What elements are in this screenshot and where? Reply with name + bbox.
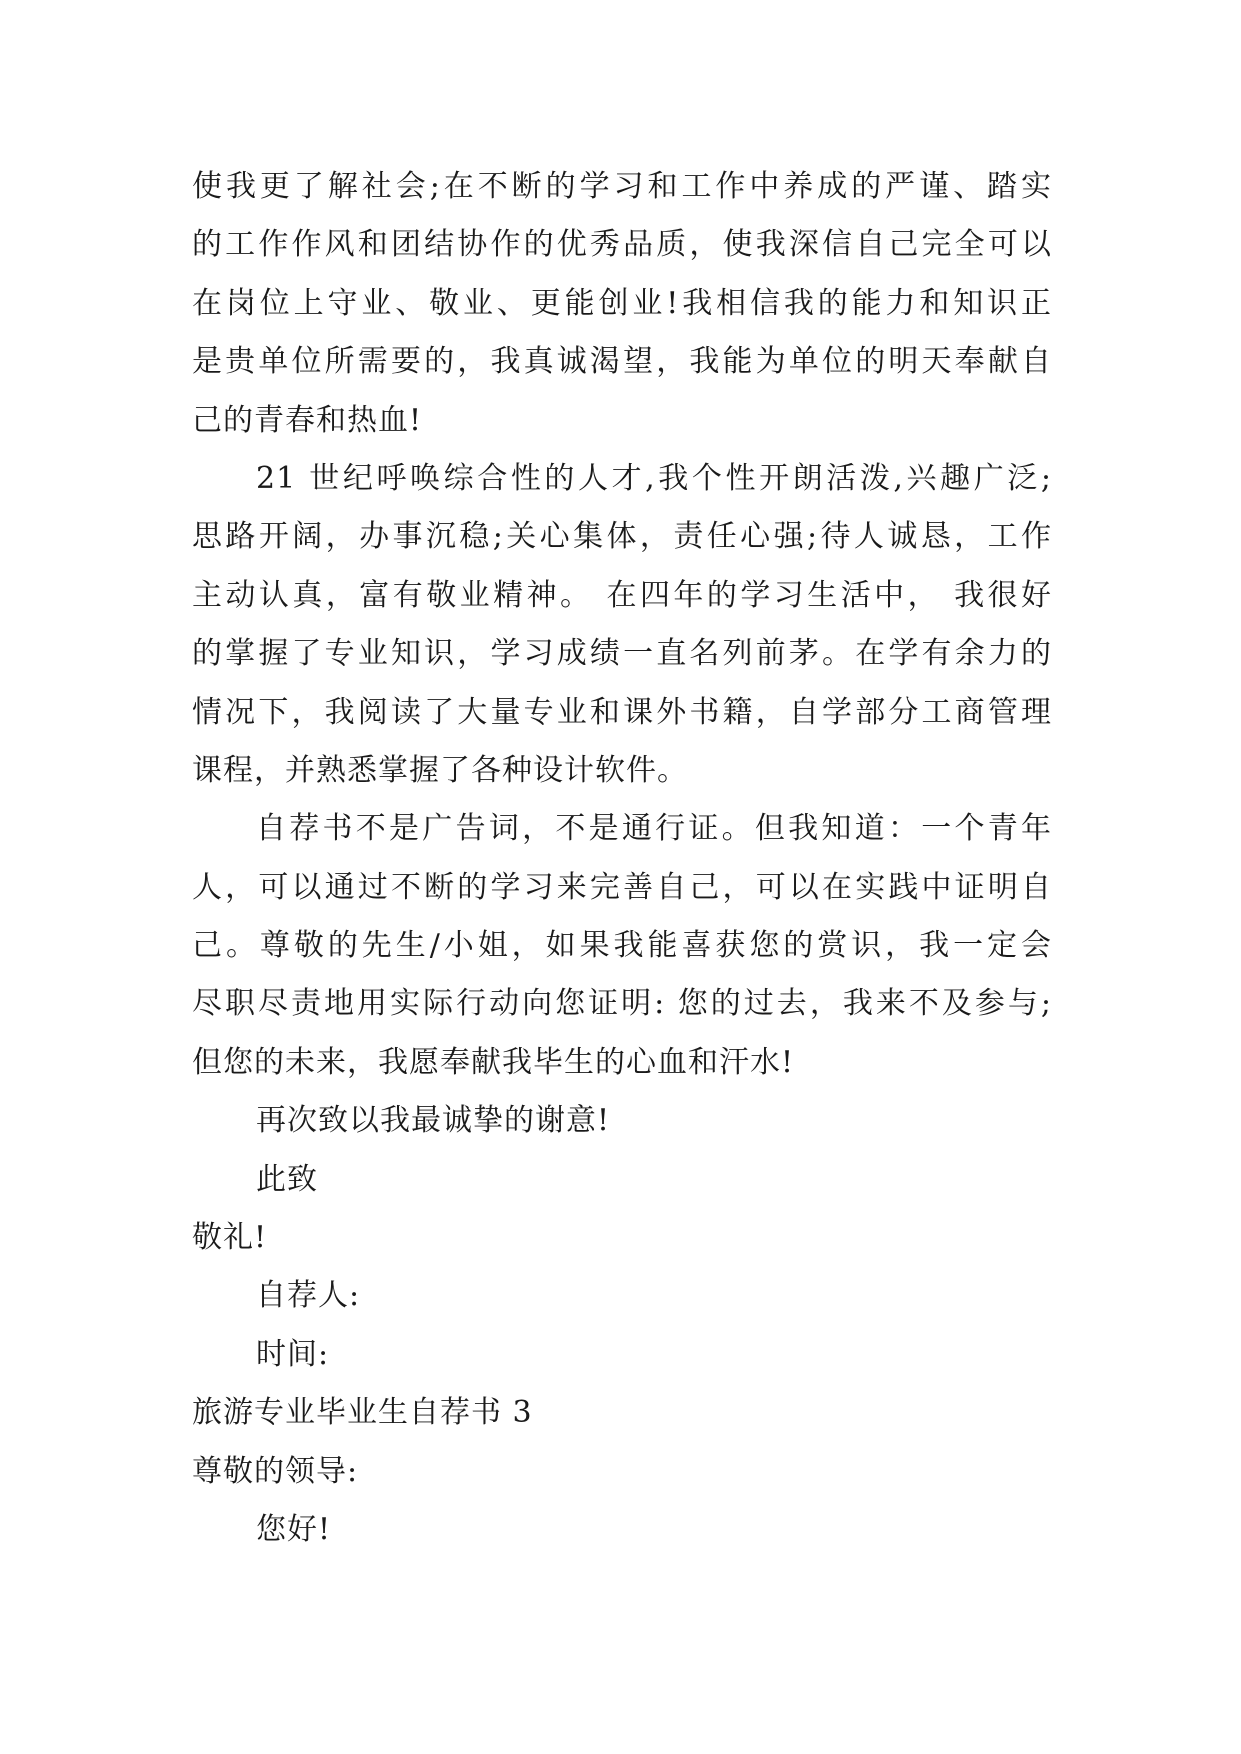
- paragraph-1: [192, 158, 1052, 450]
- text-line: 课程，并熟悉掌握了各种设计软件。: [192, 752, 688, 788]
- text-line: 思路开阔，办事沉稳;关心集体，责任心强;待人诚恳，工作: [192, 519, 1052, 555]
- salutation: 尊敬的领导:: [192, 1453, 359, 1489]
- text-line: 人，可以通过不断的学习来完善自己，可以在实践中证明自: [192, 869, 1052, 905]
- text-line: 21 世纪呼唤综合性的人才,我个性开朗活泼,兴趣广泛;: [256, 460, 1052, 496]
- text-line: 在岗位上守业、敬业、更能创业!我相信我的能力和知识正: [192, 285, 1052, 321]
- text-line: 自荐书不是广告词，不是通行证。但我知道：一个青年: [256, 811, 1052, 847]
- paragraph-3: [192, 800, 1052, 1092]
- closing-cizhi: 此致: [256, 1161, 318, 1197]
- time-label: 时间:: [256, 1336, 330, 1372]
- text-line: 情况下，我阅读了大量专业和课外书籍，自学部分工商管理: [192, 694, 1052, 730]
- document-page: [192, 158, 1052, 1559]
- paragraph-2: [192, 450, 1052, 800]
- thanks-line: 再次致以我最诚挚的谢意!: [256, 1103, 611, 1139]
- text-line: 是贵单位所需要的，我真诚渴望，我能为单位的明天奉献自: [192, 344, 1052, 380]
- greeting: 您好!: [256, 1511, 332, 1547]
- text-line: 但您的未来，我愿奉献我毕生的心血和汗水!: [192, 1044, 795, 1080]
- text-line: 尽职尽责地用实际行动向您证明: 您的过去，我来不及参与;: [192, 986, 1052, 1022]
- section-title: 旅游专业毕业生自荐书 3: [192, 1395, 533, 1431]
- closing-jingli: 敬礼!: [192, 1220, 268, 1256]
- text-line: 己的青春和热血!: [192, 402, 423, 438]
- text-line: 己。尊敬的先生/小姐，如果我能喜获您的赏识，我一定会: [192, 928, 1052, 964]
- text-line: 的工作作风和团结协作的优秀品质，使我深信自己完全可以: [192, 227, 1052, 263]
- text-line: 主动认真，富有敬业精神。 在四年的学习生活中， 我很好: [192, 577, 1052, 613]
- signer-label: 自荐人:: [256, 1278, 361, 1314]
- text-line: 使我更了解社会;在不断的学习和工作中养成的严谨、踏实: [192, 169, 1052, 204]
- text-line: 的掌握了专业知识，学习成绩一直名列前茅。在学有余力的: [192, 636, 1052, 672]
